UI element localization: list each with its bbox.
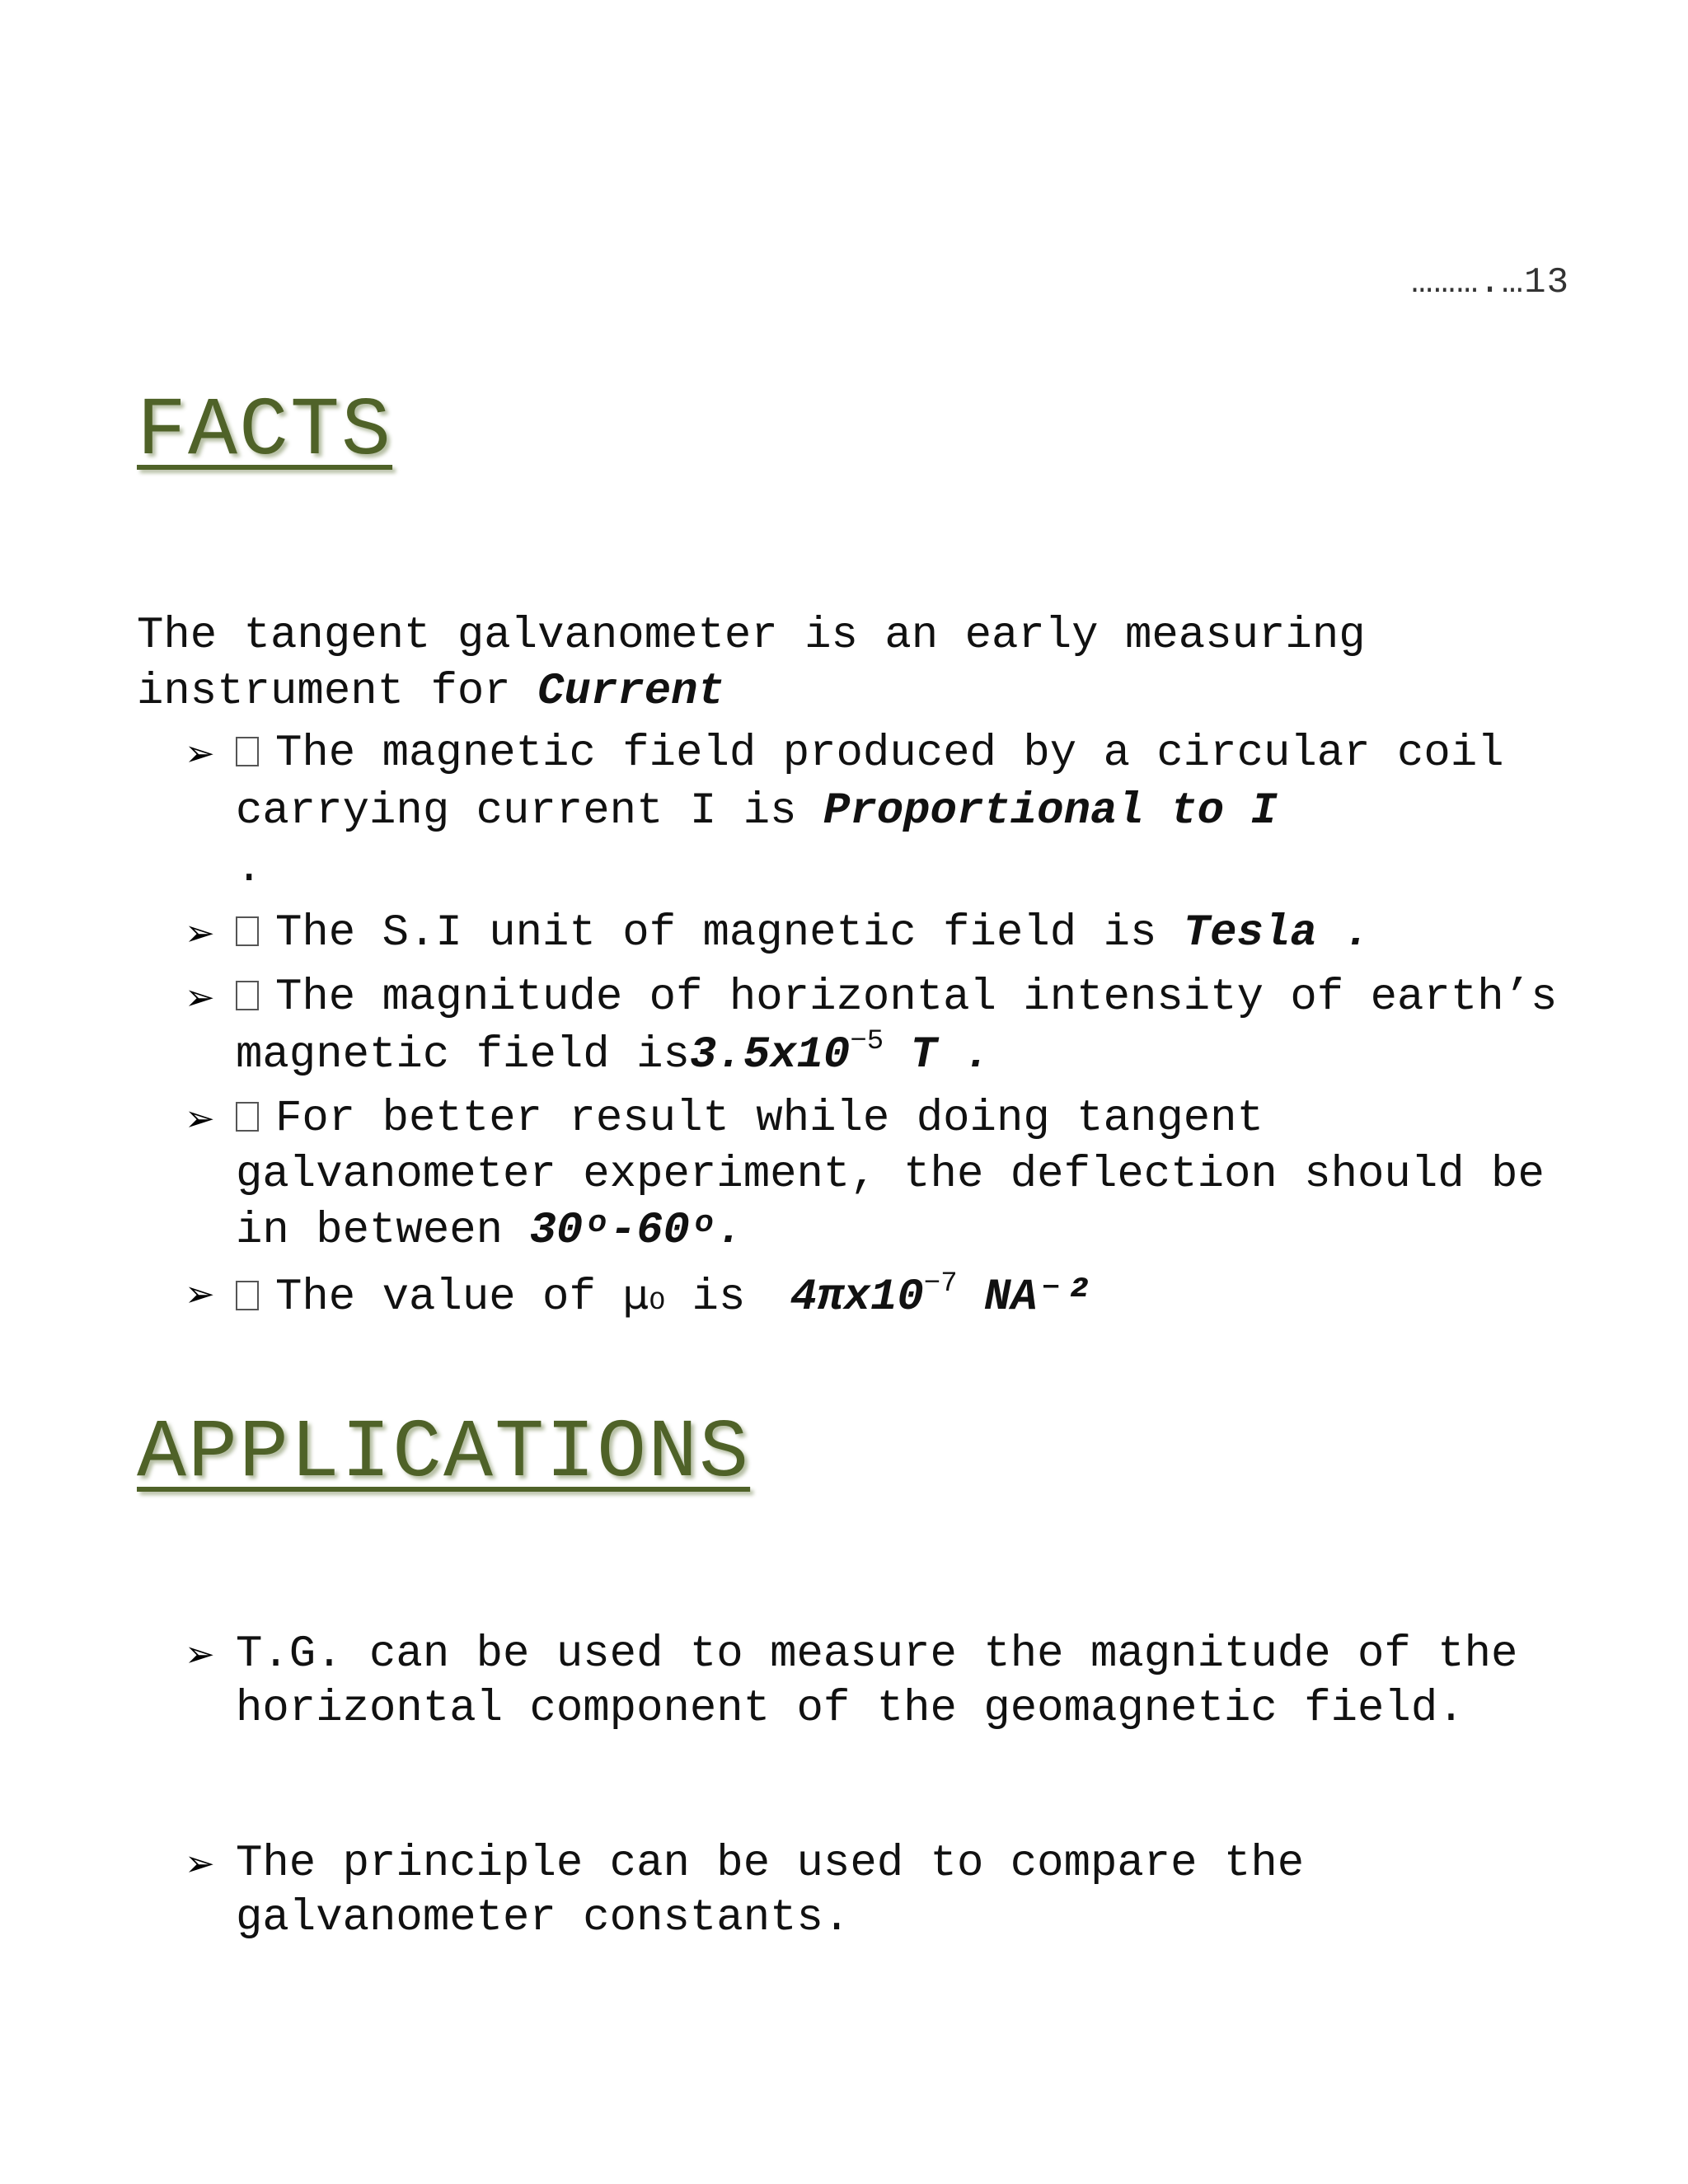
arrowhead-bullet-icon: ➢ [185,1273,215,1315]
fact-text-2: is [665,1272,772,1323]
mu-zero-symbol: μ₀ [622,1271,666,1319]
arrowhead-bullet-icon: ➢ [185,1633,215,1675]
intro-emphasis: Current [537,667,724,717]
applications-heading: APPLICATIONS [137,1408,751,1501]
facts-intro [137,608,1587,720]
missing-glyph-box-icon [236,1281,259,1310]
fact-text: The value of [275,1272,623,1323]
list-item [185,1091,1586,1259]
fact-text: The magnitude of horizontal intensity of earth’s magnetic field is [236,972,1558,1080]
fact-emphasis: 30ᵒ-60ᵒ. [529,1206,743,1256]
missing-glyph-box-icon [236,981,259,1010]
fact-text: For better result while doing tangent galvanometer experiment, the deflection should be in between [236,1094,1545,1256]
fact-emphasis: Tesla [1183,908,1317,958]
missing-glyph-box-icon [236,1102,259,1132]
application-text: The principle can be used to compare the galvanometer constants. [236,1839,1305,1943]
applications-list [185,1628,1586,1946]
facts-list [185,725,1586,1333]
application-text: T.G. can be used to measure the magnitude of the horizontal component of the geomagnetic field. [236,1629,1518,1734]
arrowhead-bullet-icon: ➢ [185,977,215,1019]
list-item [185,725,1586,898]
fact-exponent: −7 [923,1268,958,1300]
fact-suffix: . [1316,908,1371,958]
list-item [185,969,1586,1085]
fact-exponent: −5 [850,1026,884,1057]
arrowhead-bullet-icon: ➢ [185,912,215,954]
fact-unit: NA⁻² [957,1272,1091,1323]
list-item [185,1266,1586,1327]
fact-text: The magnetic field produced by a circular coil carrying current I is [236,729,1504,837]
list-item [185,1628,1586,1736]
fact-emphasis: 4πx10 [790,1272,924,1323]
fact-suffix: . [236,844,263,894]
missing-glyph-box-icon [236,737,259,766]
fact-unit: T . [884,1030,991,1080]
list-item [185,1837,1586,1946]
page-number: ……….…13 [1411,262,1569,303]
arrowhead-bullet-icon: ➢ [185,733,215,775]
fact-text: The S.I unit of magnetic field is [275,908,1184,958]
arrowhead-bullet-icon: ➢ [185,1843,215,1885]
arrowhead-bullet-icon: ➢ [185,1098,215,1140]
missing-glyph-box-icon [236,916,259,946]
facts-heading: FACTS [137,386,393,479]
fact-emphasis: 3.5x10 [689,1030,851,1080]
intro-text: The tangent galvanometer is an early measuring instrument for [137,611,1366,717]
list-item [185,905,1586,963]
fact-emphasis: Proportional to I [823,786,1278,837]
